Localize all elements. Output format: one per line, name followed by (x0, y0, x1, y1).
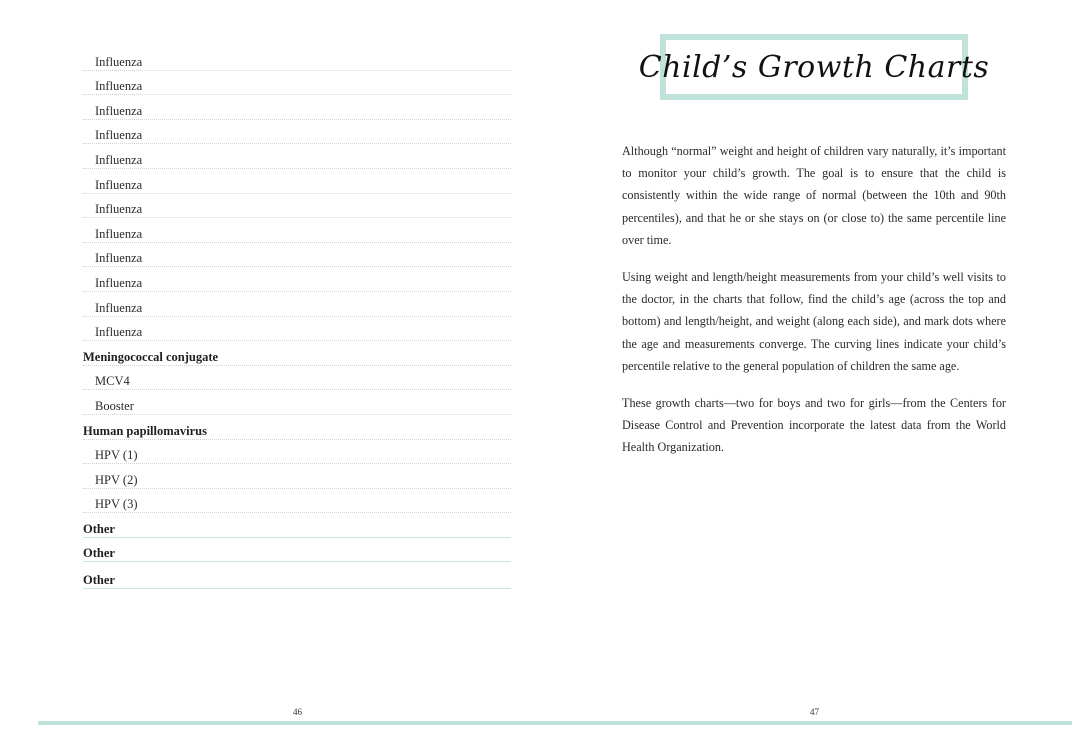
row-label: HPV (1) (95, 448, 138, 463)
row-label: Booster (95, 398, 134, 413)
list-item[interactable] (83, 390, 511, 415)
bottom-rule (38, 721, 1072, 725)
list-item[interactable] (83, 366, 511, 391)
row-label: Influenza (95, 152, 143, 167)
page-number-right: 47 (810, 707, 819, 717)
list-item[interactable] (83, 71, 511, 96)
list-item[interactable] (83, 562, 511, 589)
row-label: Influenza (95, 275, 143, 290)
row-heading: Other (83, 546, 115, 561)
row-label: Influenza (95, 325, 143, 340)
row-label: HPV (3) (95, 497, 138, 512)
list-item[interactable] (83, 194, 511, 219)
row-heading: Other (83, 573, 115, 588)
row-heading: Human papillomavirus (83, 423, 207, 438)
row-label: Influenza (95, 54, 143, 69)
list-item[interactable] (83, 95, 511, 120)
row-label: Influenza (95, 103, 143, 118)
row-label: Influenza (95, 128, 143, 143)
list-item[interactable] (83, 464, 511, 489)
page-title: Child’s Growth Charts (638, 49, 990, 85)
row-label: MCV4 (95, 374, 130, 389)
list-item[interactable] (83, 317, 511, 342)
list-item[interactable] (83, 243, 511, 268)
list-item[interactable] (83, 292, 511, 317)
row-heading: Other (83, 521, 115, 536)
right-page (540, 0, 1080, 743)
row-label: Influenza (95, 202, 143, 217)
list-item[interactable] (83, 341, 511, 366)
list-item[interactable] (83, 218, 511, 243)
row-label: Influenza (95, 300, 143, 315)
list-item[interactable] (83, 489, 511, 514)
paragraph: Using weight and length/height measurements from your child’s well visits to the doctor, in the charts that follow, find the child’s age (across the top and bottom) and length/height, and weight (along each side), and mark dots where the age and measurements converge. The curving lines indicate your child’s percentile relative to the general population of children the same age. (622, 270, 1006, 373)
list-item[interactable] (83, 46, 511, 71)
row-label: Influenza (95, 226, 143, 241)
list-item[interactable] (83, 144, 511, 169)
row-label: Influenza (95, 79, 143, 94)
row-label: HPV (2) (95, 472, 138, 487)
paragraph: Although “normal” weight and height of children vary naturally, it’s important to monitor your child’s growth. The goal is to ensure that the child is consistently within the wide range of normal (between the 10th and 90th percentiles), and that he or she stays on (or close to) the same percentile line over time. (622, 144, 1006, 247)
list-item[interactable] (83, 538, 511, 563)
immunization-list (83, 46, 511, 589)
list-item[interactable] (83, 120, 511, 145)
list-item[interactable] (83, 415, 511, 440)
page-number-left: 46 (293, 707, 302, 717)
paragraph: These growth charts—two for boys and two for girls—from the Centers for Disease Control and Prevention incorporate the latest data from the World Health Organization. (622, 396, 1006, 455)
row-label: Influenza (95, 251, 143, 266)
list-item[interactable] (83, 169, 511, 194)
row-heading: Meningococcal conjugate (83, 349, 219, 364)
row-label: Influenza (95, 177, 143, 192)
body-text (622, 140, 1006, 474)
title-frame (638, 34, 990, 100)
list-item[interactable] (83, 440, 511, 465)
list-item[interactable] (83, 513, 511, 538)
list-item[interactable] (83, 267, 511, 292)
